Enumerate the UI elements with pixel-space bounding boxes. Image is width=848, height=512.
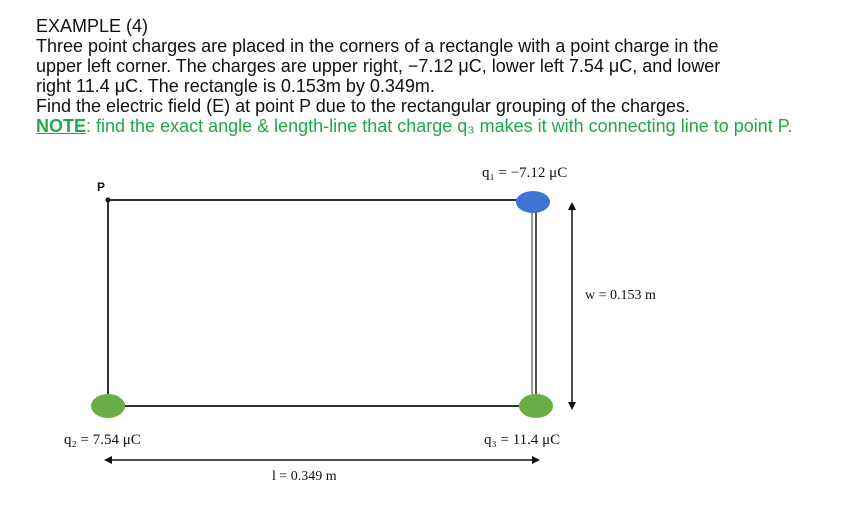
charge-q1-marker [516, 191, 550, 213]
charge-q1-label: q₁ = −7.12 μC [482, 165, 568, 181]
problem-line-1: Three point charges are placed in the corners of a rectangle with a point charge in the [36, 36, 719, 56]
point-p-marker [106, 198, 111, 203]
note-text: : find the exact angle & length-line that charge q₃ makes it with connecting line to point P. [86, 116, 793, 136]
problem-title: EXAMPLE (4) [36, 16, 149, 36]
charge-q3-label: q₃ = 11.4 μC [484, 432, 561, 448]
rectangle-frame [108, 200, 536, 406]
problem-line-2: upper left corner. The charges are upper right, −7.12 μC, lower left 7.54 μC, and lower [36, 56, 721, 76]
charge-q3-marker [519, 394, 553, 418]
charge-q2-label: q₂ = 7.54 μC [64, 432, 141, 448]
charge-q2-marker [91, 394, 125, 418]
width-label: w = 0.153 m [585, 288, 656, 303]
problem-line-4: Find the electric field (E) at point P due to the rectangular grouping of the charges. [36, 96, 691, 116]
length-label: l = 0.349 m [272, 469, 337, 484]
problem-line-3: right 11.4 μC. The rectangle is 0.153m by 0.349m. [36, 76, 435, 96]
point-p-label: P [97, 180, 106, 194]
note-label: NOTE [36, 116, 87, 136]
